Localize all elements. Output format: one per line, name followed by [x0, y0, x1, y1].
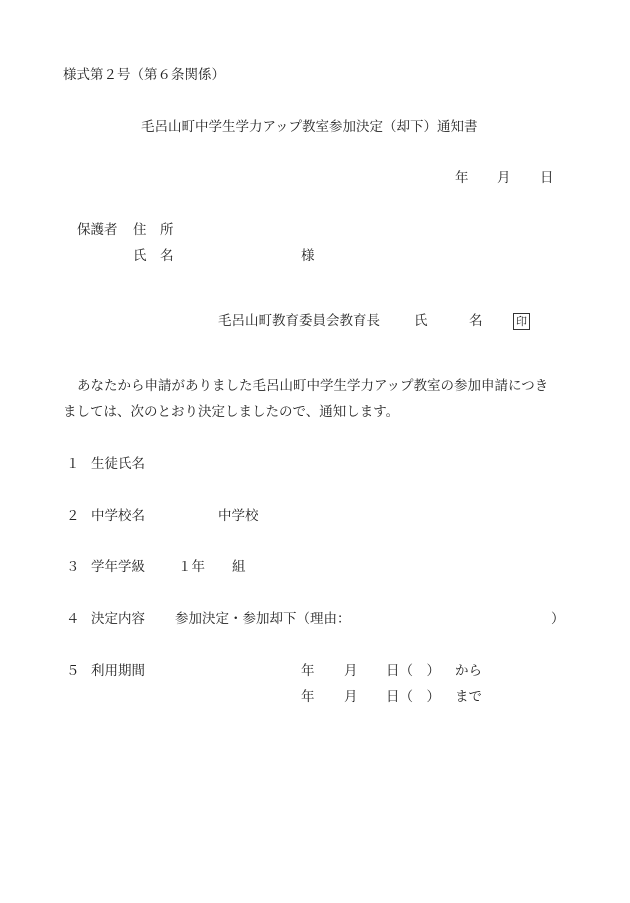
item-number: ４ [66, 611, 80, 627]
grade-value: １年 [178, 559, 205, 575]
date-day: 日 [540, 170, 554, 186]
start-day: 日（ ） [386, 663, 440, 679]
start-month: 月 [344, 663, 358, 679]
document-title: 毛呂山町中学生学力アップ教室参加決定（却下）通知書 [141, 119, 478, 135]
address-label: 住 所 [133, 222, 174, 238]
name-label: 氏 名 [133, 248, 174, 264]
start-year: 年 [301, 663, 315, 679]
item-label: 決定内容 [91, 611, 145, 627]
seal-mark: 印 [513, 313, 530, 330]
issuer-name-label-1: 氏 [414, 313, 428, 329]
item-label: 利用期間 [91, 663, 145, 679]
guardian-label: 保護者 [77, 222, 118, 238]
form-number: 様式第２号（第６条関係） [63, 67, 225, 83]
item-number: ３ [66, 559, 80, 575]
end-year: 年 [301, 689, 315, 705]
body-line-2: ましては、次のとおり決定しましたので、通知します。 [63, 404, 400, 420]
issuer-name-label-2: 名 [469, 313, 483, 329]
date-year: 年 [455, 170, 469, 186]
honorific: 様 [301, 248, 315, 264]
item-number: ５ [66, 663, 80, 679]
end-month: 月 [344, 689, 358, 705]
end-suffix: まで [455, 689, 482, 705]
end-day: 日（ ） [386, 689, 440, 705]
item-label: 生徒氏名 [91, 456, 145, 472]
issuer-title: 毛呂山町教育委員会教育長 [218, 313, 380, 329]
item-number: ２ [66, 508, 80, 524]
item-number: １ [66, 456, 80, 472]
body-line-1: あなたから申請がありました毛呂山町中学生学力アップ教室の参加申請につき [77, 378, 549, 394]
item-label: 学年学級 [91, 559, 145, 575]
decision-close: ） [551, 611, 565, 627]
start-suffix: から [455, 663, 482, 679]
item-label: 中学校名 [91, 508, 145, 524]
item-value: 中学校 [218, 508, 259, 524]
class-value: 組 [232, 559, 246, 575]
date-month: 月 [497, 170, 511, 186]
decision-value: 参加決定・参加却下（理由： [175, 611, 351, 627]
